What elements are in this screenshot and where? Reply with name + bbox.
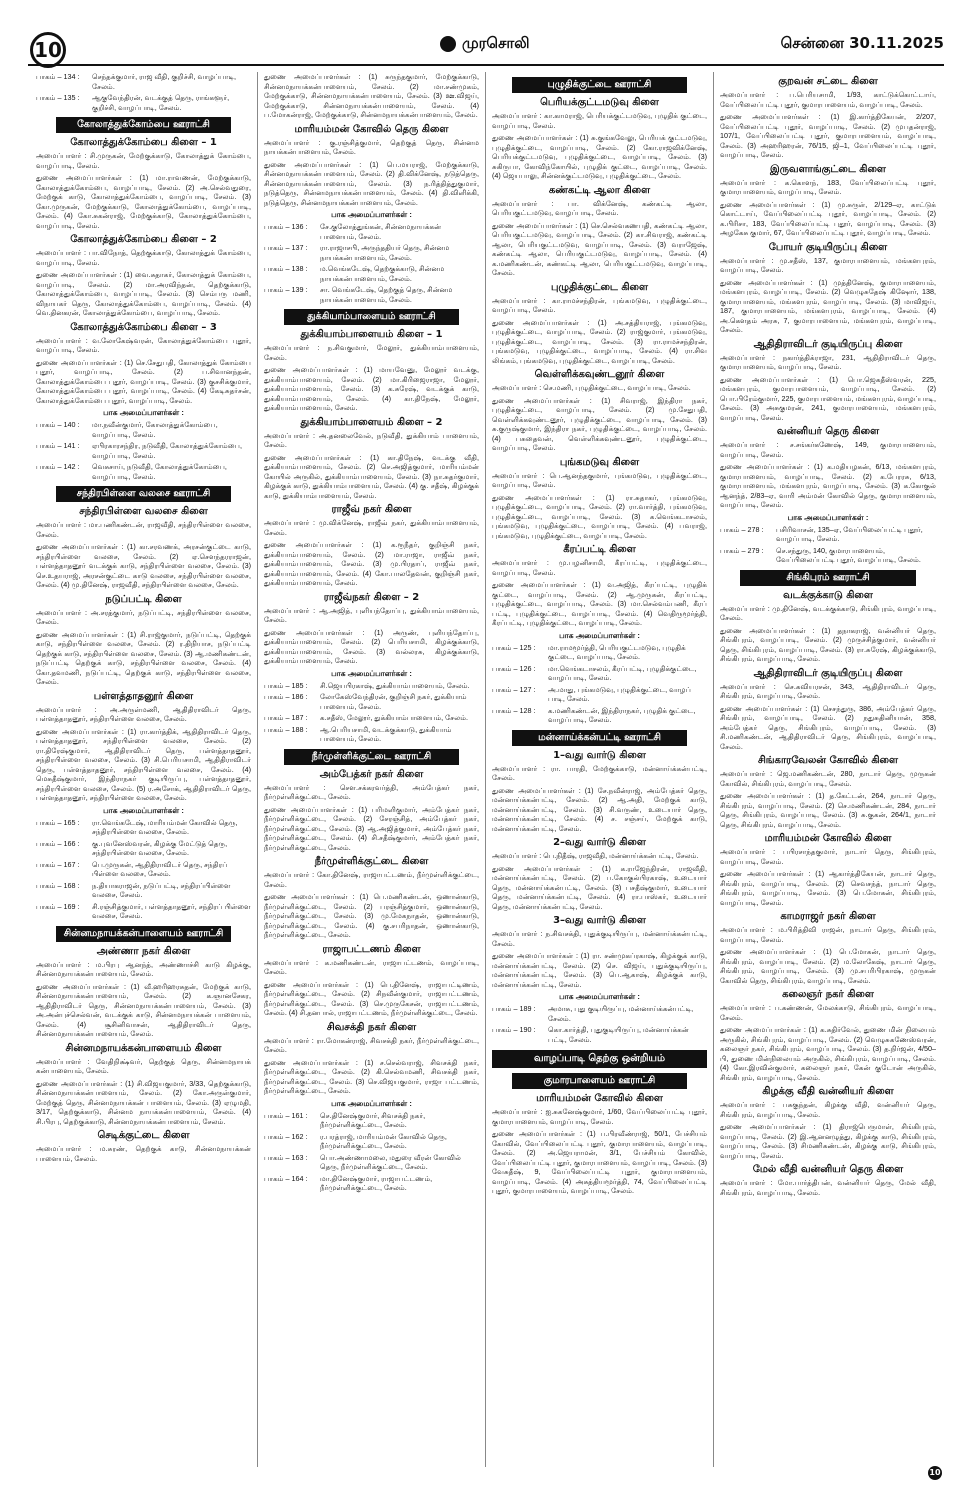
booth-text: செ.தினேஷ்குமார், சிவசக்தி நகர், நீர்முள்ளிக்குட்டை, சேலம்.	[320, 1110, 426, 1129]
booth-number: பாகம் – 139 :	[264, 285, 308, 294]
booth-row	[264, 243, 479, 262]
newspaper-name: முரசொலி	[462, 34, 530, 52]
booth-row	[264, 713, 479, 723]
branch-title: ராஜீவ் நகர் கிளை	[331, 504, 412, 515]
booth-text: கு.புவனேஸ்வரன், கிழக்கு மேட்டுத் தெரு, சந்திரபிள்ளை வலசை, சேலம்.	[92, 838, 228, 857]
branch-title: 2–வது வார்டு கிளை	[553, 837, 646, 848]
booth-row	[264, 725, 479, 744]
booth-row	[264, 692, 479, 711]
organizer-entry: அமைப்பாளர் : பெ.ஆனந்தகுமார், புங்கமடுவு, புழுதிக்குட்டை, வாழப்பாடி, சேலம்.	[492, 470, 707, 489]
organizer-entry: அமைப்பாளர் : ரா.மோகன்ராஜ், சிவசக்தி நகர், நீர்முள்ளிக்குட்டை, சேலம்.	[264, 1035, 479, 1054]
booth-row	[36, 818, 251, 837]
booth-text: அ.மாது, புங்கமடுவு, புழுதிக்குட்டை, வாழப் பாடி, சேலம்.	[548, 684, 691, 703]
booth-number: பாகம் – 163 :	[264, 1152, 308, 1162]
organizer-entry: அமைப்பாளர் : பெ.நிதீஷ், ராஜவீதி, மன்னாய்க்கன்பட்டி, சேலம்.	[492, 851, 699, 860]
booth-number: பாகம் – 161 :	[264, 1110, 308, 1120]
deputy-entry: துணை அமைப்பாளர்கள் : (1) அருண், புளியந்தோப்பு, துக்கியாம்பாளையம், சேலம். (2) பெரியசாமி, கிழக்குக்காடு, துக்கியாம்பாளையம், சேலம். (3) வல்லரசு, கிழக்குக்காடு, துக்கியாம்பாளையம், சேலம்.	[264, 627, 479, 665]
organizer-entry: அமைப்பாளர் : செ.மணி, புழுதிக்குட்டை, வாழப்பாடி, சேலம்.	[492, 383, 691, 392]
booth-number: பாகம் – 166 :	[36, 838, 80, 848]
deputy-entry: துணை அமைப்பாளர்கள் : (1) ஆகார்த்திகேயன், நாடார் தெரு, சிங்கிபுரம், வாழப்பாடி, சேலம். (2) செவசந்த், நாடார் தெரு, சிங்கிபுரம், வாழப்பாடி, சேலம். (3) பெ.மோகன், சிங்கிபுரம், வாழப்பாடி, சேலம்.	[720, 869, 936, 907]
organizer-entry: அமைப்பாளர் : க.கொளந், 183, வேப்பிலைப்பட்டி புதூர், குமாரபாளையம், வாழப்பாடி, சேலம்.	[720, 177, 936, 196]
deputy-entry: துணை அமைப்பாளர்கள் : (1) பெ.மோகன், நாடார் தெரு, சிங்கிபுரம், வாழப்பாடி, சேலம். (2) ம.லோகேஷ், நாடார் தெரு, சிங்கிபுரம், வாழப்பாடி, சேலம். (3) மு.சபரிபிரகாஷ், முருகன் கோவில் தெரு, சிங்கிபுரம், வாழப்பாடி, சேலம்.	[720, 947, 936, 985]
branch-title: நீர்முள்ளிக்குட்டை கிளை	[314, 856, 429, 867]
booth-text: சி.ஜெயபிரகாஷ், துக்கியாம்பாளையம், சேலம்.	[320, 680, 470, 690]
branch-title: அண்ணா நகர் கிளை	[96, 945, 191, 957]
booth-text: சி.ரஞ்சித்குமார், பள்ளத்தாதனூர், சந்திரப் பிள்ளை வலசை, சேலம்.	[92, 901, 251, 920]
branch-title: துக்கியாம்பாளையம் கிளை – 1	[300, 329, 443, 340]
column-4	[714, 72, 942, 1467]
branch-title: மாரியம்மன் கோவில் தெரு கிளை	[294, 123, 449, 135]
branch-title: வடக்குக்காடு கிளை	[783, 589, 873, 601]
deputy-entry: துணை அமைப்பாளர்கள் : (1) வை.சுதாகர், கோலாத்துக் கோம்பை, வாழப்பாடி, சேலம். (2) மா.அரவிந்தன், தெற்குக்காடு, கோலாத்துக்கோம்பை, வாழப்பாடி, சேலம். (3) செம்பரு மணி, விநாயகர் தெரு, கோலாத்துக்கோம்பை, வாழப்பாடி, சேலம். (4) வெ.தினகரன், கோலாத்துக்கோம்பை, வாழப்பாடி, சேலம்.	[36, 270, 251, 317]
organizer-entry: அமைப்பாளர் : செள.சக்கரவர்த்தி, அம்பேத்கர் நகர், நீர்முள்ளிக்குட்டை, சேலம்.	[264, 782, 479, 801]
branch-title: கோலாத்துக்கோம்பை கிளை – 1	[70, 137, 217, 148]
branch-title: வன்னியர் தெரு கிளை	[776, 426, 880, 437]
deputy-entry: துணை அமைப்பாளர்கள் : (1) த.கேட்டன், 264, நாடார் தெரு, சிங்கிபுரம், வாழப்பாடி, சேலம். (2) செ.மணிகண்டன், 284, நாடார் தெரு, சிங்கிபுரம், வாழப்பாடி, சேலம். (3) சு.குகன், 264/1, நாடார் தெரு, சிங்கிபுரம், வாழப்பாடி, சேலம்.	[720, 791, 936, 829]
booth-text: ர.பரத்ராஜ், மாரியம்மன் கோவில் தெரு, நீர்முள்ளிக்குட்டை, சேலம்.	[320, 1131, 447, 1150]
booth-row	[264, 1153, 479, 1172]
booth-text: லோகேஸ்வேந்திரன், குறிஞ்சி நகர், துக்கியாம் பாளையம், சேலம்.	[320, 692, 467, 711]
organizer-entry: அமைப்பாளர் : ச.சங்கர்கணேஷ், 149, குமாரபாளையம், வாழப்பாடி, சேலம்.	[720, 440, 936, 459]
booth-text: ந.தியாகராஜன், நடுப்பட்டி, சந்திரப்பிள்ளை வலசை, சேலம்.	[92, 880, 231, 899]
booth-number: பாகம் – 278 :	[720, 524, 764, 534]
organizer-entry: அமைப்பாளர் : செ.கவியரசன், 343, ஆதிதிராவிடர் தெரு, சிங்கிபுரம், வாழப்பாடி, சேலம்.	[720, 681, 936, 700]
organizer-entry: அமைப்பாளர் : சி.முருகன், மேற்குக்காடு, கோலாத்துக் கோம்பை, வாழப்பாடி, சேலம்.	[36, 151, 251, 170]
deputy-entry: துணை அமைப்பாளர்கள் : (1) சி.ராஜ்குமார், நடுப்பட்டி, தெற்குக் காடு, சந்திரபிள்ளை வலசை, சேலம். (2) ர.திநியாச, நடுப்பட்டி தெற்குக் காடு, சந்திரபிள்ளை வலசை, சேலம். (3) ஆ.மணிகண்டன், நடுப்பட்டி தெற்குக் காடு, சந்திரபிள்ளை வலசை, சேலம். (4) கோ.தவமணி, நடுப்பட்டி, தெற்குக் காடு, சந்திரபிள்ளை வலசை, சேலம்.	[36, 629, 251, 686]
organizer-entry: அமைப்பாளர் : நகார்த்திக்ராஜா, 231, ஆதிதிராவிடர் தெரு, குமாரபாளையம், வாழப்பாடி, சேலம்.	[720, 352, 936, 371]
column-1	[30, 72, 258, 1467]
city-date: சென்னை 30.11.2025	[780, 34, 944, 52]
booth-row	[720, 546, 936, 565]
panchayat-heading: கோலாத்துக்கோம்பை ஊராட்சி	[56, 117, 232, 133]
branch-title: கிழக்கு வீதி வன்னியர் கிளை	[762, 1086, 894, 1097]
organizer-entry: அமைப்பாளர் : ம.சுரண், தெற்குக் காடு, சின்னமநாயக்கன் பாளையம், சேலம்.	[36, 1144, 251, 1163]
deputy-entry: துணை அமைப்பாளர்கள் : (1) வீ.ஹரிஹரசுதன், மேற்குக் காடு, சின்னமநாயக்கன்பாளையம், சேலம். (2) க.ஞானசேகர, ஆதிதிராவிடர் தெரு, சின்னமநாயக்கன்பாளையம், சேலம். (3) அ.அன்புச்செல்வன், வடக்குக் காடு, சின்னமநாயக்கன் பாளையம், சேலம். (4) சூசினிவாசன், ஆதிதிராவிடர் தெரு, சின்னமநாயக்கன்பாளையம், சேலம்.	[36, 981, 251, 1038]
booth-row	[264, 222, 479, 241]
booth-number: பாகம் – 127 :	[492, 684, 536, 694]
union-heading: வாழப்பாடி தெற்கு ஒன்றியம்	[492, 1050, 707, 1068]
booth-heading: பாக அமைப்பாளர்கள் :	[559, 992, 640, 1001]
organizer-entry: அமைப்பாளர் : ம.பிரித்திவி ராஜன், நாடார் தெரு, சிங்கிபுரம், வாழப்பாடி, சேலம்.	[720, 925, 936, 944]
branch-title: 1–வது வார்டு கிளை	[553, 749, 646, 761]
booth-row	[36, 93, 251, 112]
panchayat-heading: மன்னாய்க்கன்பட்டி ஊராட்சி	[512, 730, 688, 746]
booth-text: அமாசு, புது குடியிருப்பு, மன்னாய்க்கன்பட்டி, சேலம்.	[548, 1004, 694, 1023]
booth-text: ரா.வெங்கடேஷ், மாரியம்மன் கோவில் தெரு, சந்திரபிள்ளை வலசை, சேலம்.	[92, 817, 238, 836]
branch-title: கண்கட்டி ஆலா கிளை	[548, 184, 651, 196]
deputy-entry: துணை அமைப்பாளர்கள் : (1) கா.சரவணக், அரசன்குட்டை காடு, சந்திரபிள்ளை வலசை, சேலம். (2) ஏ.சௌந்தரராஜன், பள்ளத்தாதனூர் வடக்குக் காடு, சந்திரபிள்ளை வலசை, சேலம். (3) செ.உதயராஜ், அரசன்குட்டை காடு வலசை, சந்திரபிள்ளை வலசை, சேலம். (4) மு.தினேஷ், ராஜவீதி, சந்திரபிள்ளை வலசை, சேலம்.	[36, 542, 251, 589]
deputy-entry: துணை அமைப்பாளர்கள் : (1) சி.விஜயகுமார், 3/33, தெற்குக்காடு, சின்னமநாயக்கன்பாளையம், சேலம். (2) கோ.அருள்குமார், மேற்குத் தெரு, சின்னமநாயக்கன் பாளையம், சேலம். (3) ஏழுமதி, 3/17, தெற்குக்காடு, சின்னம நாயக்கன்பாளையம், சேலம். (4) சி.பிரபு, தெற்குக்காடு, சின்னமநாயக்கன்பாளையம், சேலம்.	[36, 1078, 251, 1126]
article-columns	[30, 72, 942, 1467]
booth-row	[264, 1132, 479, 1151]
booth-text: செந்தக்குமார், ராஜ வீதி, குறிச்சி, வாழப்பாடி, சேலம்.	[92, 72, 237, 91]
deputy-entry: துணை அமைப்பாளர்கள் : (1) செ.செல்வகணபதி, கண்கட்டி ஆலா, பெரியகுட்டமடுவு, வாழப்பாடி, சேலம். (2) கா.சிவராஜ், கண்கட்டி ஆலா, பெரியகுட்டமடுவு, வாழப்பாடி, சேலம். (3) வராஜேஷ், கண்கட்டி ஆலா, பெரியகுட்டமடுவு, வாழப்பாடி, சேலம். (4) க.மணிகண்டன், கண்கட்டி ஆலா, பெரியகுட்டமடுவு, வாழப்பாடி, சேலம்.	[492, 220, 707, 277]
branch-title: மாரியம்மன் கோவில் கிளை	[764, 833, 892, 844]
deputy-entry: துணை அமைப்பாளர்கள் : (1) சு.குங்கவேலு, பெரியக் குட்டமடுவு, புழுதிக்குட்டை, வாழப்பாடி, சேலம். (2) கோ.ராஜவிக்னேஷ், பெரியக்குட்டமடுவு, புழுதிக்குட்டை, வாழப்பாடி, சேலம். (3) சுகிருபா, கோவிந்கோயில், புழுதிக் குட்டை, வாழப்பாடி, சேலம். (4) ஜெயபாலு, சின்னக்குட்டமடுவு, புழுதிக்குட்டை, சேலம்.	[492, 133, 707, 180]
branch-title: ஆதிதிராவிடர் குடியிருப்பு கிளை	[753, 667, 903, 679]
booth-row	[264, 1174, 479, 1193]
organizer-entry: அமைப்பாளர் : ஜெ.மணிகண்டன், 280, நாடார் தெரு, முருகன் கோவில், சிங்கிபுரம், வாழப்பாடி, சேலம்.	[720, 769, 936, 788]
booth-heading: பாக அமைப்பாளர்கள் :	[331, 1098, 412, 1108]
branch-title: போயர் குடியிருப்பு கிளை	[768, 241, 888, 253]
branch-title: கோலாத்துக்கோம்பை கிளை – 2	[70, 234, 217, 245]
booth-number: பாகம் – 138 :	[264, 264, 308, 273]
page-number-badge: 10	[30, 32, 66, 68]
booth-number: பாகம் – 185 :	[264, 680, 308, 690]
booth-text: கொ.கார்த்தி, புதுகுடியிருப்பு, மன்னாய்க்கன் பட்டி, சேலம்.	[548, 1025, 689, 1044]
booth-row	[36, 72, 251, 91]
deputy-entry: துணை அமைப்பாளர்கள் : (1) சே.நவீன்ராஜ், அம்பேத்கர் தெரு, மன்னாய்க்கன்பட்டி, சேலம். (2) ஆ.அதி, மேற்குக் காடு, மன்னாய்க்கன்பட்டி, சேலம். (3) சி.வருண், உடையார் தெரு, மன்னாய்க்கன்பட்டி, சேலம். (4) ச. சஞ்சய், மேற்குக் காடு, மன்னாய்க்கன்பட்டி, சேலம்.	[492, 785, 707, 833]
branch-title: சிங்காரவேலன் கோவில் கிளை	[757, 755, 899, 766]
booth-number: பாகம் – 136 :	[264, 222, 308, 231]
booth-text: மா.நவீன்குமார், கோலாத்துக்கோம்பை, வாழப்பாடி, சேலம்.	[92, 420, 218, 439]
organizer-entry: அமைப்பாளர் : அ.அருள்மணி, ஆதிதிராவிடர் தெரு, பள்ளத்தாதனூர், சந்திரபிள்ளை வலசை, சேலம்.	[36, 704, 251, 723]
deputy-entry: துணை அமைப்பாளர்கள் : (1) தநாகராஜ், வன்னியர் தெரு, சிங்கிபுரம், வாழப்பாடி, சேலம். (2) முருச்சித்குமார், வன்னியர் தெரு, சிங்கிபுரம், வாழப்பாடி, சேலம். (3) ரா.சுரேஷ், கிழக்குக்காடு, சிங்கிபுரம், வாழப்பாடி, சேலம்.	[720, 625, 936, 663]
booth-text: க.மணிகண்டன், இந்திராநகர், புழுதிக் குட்டை, வாழப்பாடி, சேலம்.	[548, 705, 696, 724]
organizer-entry: அமைப்பாளர் : மு.தினேஷ், வடக்குக்காடு, சிங்கிபுரம், வாழப்பாடி, சேலம்.	[720, 603, 936, 622]
deputy-entry: துணை அமைப்பாளர்கள் : (1) பொ.ஜெகதீஸ்வரன், 225, மங்களபுரம், குமாரபாளையம், வாழப்பாடி, சேலம். (2) பொ.பிரேம்குமார், 225, குமாரபாளையம், மங்களபுரம், வாழப்பாடி, சேலம். (3) அசுகுமரன், 241, குமாரபாளையம், மங்களபுரம், வாழப்பாடி, சேலம்.	[720, 374, 936, 422]
booth-text: ஏபிரகாரசந்திர, நடுவீதி, கோலாத்துக்கோம்பை, வாழப்பாடி, சேலம்.	[92, 441, 242, 460]
booth-text: பெ.முருகன், ஆதிதிராவிடர் தெரு, சந்திரப் பிள்ளை வலசை, சேலம்.	[92, 859, 228, 878]
booth-row	[492, 706, 707, 725]
booth-text: செ.சந்துரு, 140, குமாரபாளையம், வேப்பிலைப்பட்டி புதூர், வாழப்பாடி, சேலம்.	[776, 545, 921, 564]
deputy-entry: துணை அமைப்பாளர்கள் : (1) க.சுதிர்வேல், துணை மின் நிலையம் அருகில், சிங்கிபுரம், வாழப்பாடி, சேலம். (2) வெழுசுகணேஸ்வரன், கலைஞர் நகர், சிங்கிபுரம், வாழப்பாடி, சேலம். (3) த.நிர்ஜன், 4/50–பி, துணை மின்நிலையம் அருகில், சிங்கிபுரம், வாழப்பாடி, சேலம். (4) கோ.இரவின்குமார், கலைஞர் நகர், கேன் குடோன் அருகில், சிங்கிபுரம், வாழப்பாடி, சேலம்.	[720, 1025, 936, 1082]
deputy-entry: துணை அமைப்பாளர்கள் : (1) அ.சத்தியராஜ், புங்கமடுவு, புழுதிக்குட்டை, வாழப்பாடி, சேலம். (2) ராஜ்குமார், புங்கமடுவு, புழுதிக்குட்டை, வாழப்பாடி, சேலம். (3) ரா.ராமச்சந்திரன், புங்கமடுவு, புழுதிக்குட்டை, வாழப்பாடி, சேலம். (4) ரா.சிவ லிங்கம், புங்கமடுவு, புழுதிக்குட்டை, வாழப்பாடி, சேலம்.	[492, 317, 707, 365]
deputy-entry: துணை அமைப்பாளர்கள் : (1) ரா. சண்முகப்ரகாஷ், கிழக்குக் காடு, மன்னாய்க்கன்பட்டி, சேலம். (2) செ. விஜய், புதுக்குடியிருப்பு, மன்னாய்க்கன்பட்டி, சேலம். (3) பெ.ஆகாஷ், கிழக்குக் காடு, மன்னாய்க்கன்பட்டி, சேலம்.	[492, 951, 707, 989]
booth-number: பாகம் – 141 :	[36, 441, 80, 450]
organizer-entry: அமைப்பாளர் : கா.காமராஜ், பெரியக்குட்டமடுவு, புழுதிக் குட்டை, வாழப்பாடி, சேலம்.	[492, 111, 707, 130]
organizer-entry: அமைப்பாளர் : கா.ராமச்சந்திரன், புங்கமடுவு, புழுதிக்குட்டை, வாழப்பாடி, சேலம்.	[492, 295, 707, 314]
panchayat-heading: குமாரபாளையம் ஊராட்சி	[512, 1073, 688, 1089]
organizer-entry: அமைப்பாளர் : மா.பணிகண்டன், ராஜவீதி, சந்திரபிள்ளை வலசை, சேலம்.	[36, 520, 251, 539]
organizer-entry: அமைப்பாளர் : மு.விக்னேஷ், ராஜீவ் நகர், துக்கியாம்பாளையம், சேலம்.	[264, 518, 479, 537]
organizer-entry: அமைப்பாளர் : வேதிநிக்ஷ்வர், தெற்குத் தெரு, சின்னமநாயக் கன்பாளையம், சேலம்.	[36, 1056, 251, 1075]
column-2	[258, 72, 486, 1467]
booth-number: பாகம் – 165 :	[36, 817, 80, 827]
booth-number: பாகம் – 186 :	[264, 692, 308, 701]
booth-row	[492, 1025, 707, 1044]
column-3	[486, 72, 714, 1467]
panchayat-heading: புழுதிக்குட்டை ஊராட்சி	[512, 77, 688, 93]
booth-row	[36, 881, 251, 900]
deputy-entry: துணை அமைப்பாளர்கள் : (1) சுருந்தகுமார், மேற்குக்காடு, சின்னமநாயக்கன்பாளையம், சேலம். (2) மா.சண்முகம், மேற்குக்காடு, சின்னமநாயக்கன்பாளையம், சேலம். (3) ஊ.விஜய், மேற்குக்காடு, சின்னமநாயக்கன்பாளையம், சேலம். (4) ப.மோகன்ராஜ், மேற்குக்காடு, சின்னமநாயக்கன்பாளையம், சேலம்.	[264, 72, 479, 119]
booth-number: பாகம் – 128 :	[492, 705, 536, 715]
organizer-entry: அமைப்பாளர் : ப.பெரியசாமி, 1/93, காட்டுக்கொட்டாய், வேப்பிலைப்பட்டி புதூர், குமாரபாளையம், வாழப்பாடி, சேலம்.	[720, 90, 936, 109]
branch-title: துக்கியாம்பாளையம் கிளை – 2	[300, 416, 443, 428]
booth-row	[264, 1111, 479, 1130]
booth-text: ரா.ராஜாசபி, அருந்ததியர் தெரு, சின்னம நாயக்கன்பாளையம், சேலம்.	[320, 243, 450, 262]
panchayat-heading: சின்னமநாயக்கன்பாளையம் ஊராட்சி	[56, 926, 232, 942]
booth-text: சா. வெங்கடேஷ், தெற்குத் தெரு, சின்னம நாயக்கன்பாளையம், சேலம்.	[320, 285, 453, 304]
branch-title: ராஜீவ்நகர் கிளை – 2	[323, 591, 420, 603]
booth-text: மா.ராமமூர்த்தி, பெரியகுட்டமடுவு, புழுதிக் குட்டை, வாழப்பாடி, சேலம்.	[548, 642, 686, 661]
deputy-entry: துணை அமைப்பாளர்கள் : (1) மு.சுருள், 2/129–ஏ, காட்டுக் கொட்டாய், வேப்பிலைப்பட்டி புதூர், வாழப்பாடி, சேலம். (2) க.பிரிசா, 183, வேப்பிலைப்பட்டி புதூர், வாழப்பாடி, சேலம். (3) அழகேசு குமார், 67, வேப்பிலைப்பட்டி புதூர், வாழப்பாடி, சேலம்.	[720, 199, 936, 237]
branch-title: கீரப்பட்டி கிளை	[563, 544, 636, 555]
booth-row	[720, 525, 936, 544]
branch-title: சிவசக்தி நகர் கிளை	[326, 1021, 417, 1033]
booth-heading: பாக அமைப்பாளர்கள் :	[103, 805, 184, 815]
branch-title: 3–வது வார்டு கிளை	[553, 915, 646, 926]
branch-title: இருவளாங்குட்டை கிளை	[770, 163, 886, 175]
organizer-entry: அமைப்பாளர் : ஆ.அஜித், புளியந்தோப்பு, துக்கியாம்பாளையம், சேலம்.	[264, 605, 479, 624]
organizer-entry: அமைப்பாளர் : கோ.தினேஷ், ராஜாபட்டணம், நீர்முள்ளிக்குட்டை, சேலம்.	[264, 870, 479, 889]
booth-row	[492, 1004, 707, 1023]
organizer-entry: அமைப்பாளர் : ம.பிரபு ஆனந்த், அண்ணாச்சி காடு கிழக்கு, சின்னமநாயக்கன்பாளையம், சேலம்.	[36, 959, 251, 978]
organizer-entry: அமைப்பாளர் : க.மணிகண்டன், ராஜாபட்டணம், வாழப்பாடி, சேலம்.	[264, 957, 479, 976]
booth-text: ஆ.பெரியசாமி, வடக்குக்காடு, துக்கியாம் பாளையம், சேலம்.	[320, 724, 452, 743]
newspaper-masthead	[440, 34, 530, 54]
booth-number: பாகம் – 190 :	[492, 1025, 536, 1034]
booth-heading: பாக அமைப்பாளர்கள் :	[331, 668, 412, 678]
booth-heading: பாக அமைப்பாளர்கள் :	[331, 210, 412, 219]
booth-number: பாகம் – 169 :	[36, 901, 80, 911]
header-divider	[28, 64, 944, 66]
booth-number: பாகம் – 140 :	[36, 420, 80, 429]
booth-number: பாகம் – 134 :	[36, 72, 80, 81]
booth-text: ஆகுவேந்திரன், வடக்குத் தெரு, ராங்களூர், குறிச்சி, வாழப்பாடி, சேலம்.	[92, 93, 230, 112]
branch-title: கோலாத்துக்கோம்பை கிளை – 3	[70, 321, 217, 333]
deputy-entry: துணை அமைப்பாளர்கள் : (1) க.ரூநீதர், குறிஞ்சி நகர், துக்கியாம்பாளையம், சேலம். (2) மா.ராஜா, ராஜீவ் நகர், துக்கியாம்பாளையம், சேலம். (3) மு.பிரதாப், ராஜீவ் நகர், துக்கியாம்பாளையம், சேலம். (4) கோ.பாலதேவன், குறிஞ்சி நகர், துக்கியாம்பாளையம், சேலம்.	[264, 540, 479, 587]
organizer-entry: அமைப்பாளர் : மோ.பார்த்திபன், வன்னியர் தெரு, மேல் வீதி, சிங்கிபுரம், வாழப்பாடி, சேலம்.	[720, 1178, 936, 1197]
deputy-entry: துணை அமைப்பாளர்கள் : (1) வ.அஜித், கீரப்பட்டி, புழுதிக் குட்டை, வாழப்பாடி, சேலம். (2) ஆ.முருகன், கீரப்பட்டி, புழுதிக்குட்டை, வாழப்பாடி, சேலம். (3) மா.செல்வம்பணி, கீரப் பட்டி, புழுதிக்குட்டை, வாழப்பாடி, சேலம். (4) வெதிருமூர்த்தி, கீரப்பட்டி, புழுதிக்குட்டை, வாழப்பாடி, சேலம்.	[492, 580, 707, 627]
deputy-entry: துணை அமைப்பாளர்கள் : (1) திராஜ்பெருமாள், சிங்கிபுரம், வாழப்பாடி, சேலம். (2) இ.ஆனனழுத்து, கிழக்கு காடு, சிங்கிபுரம், வாழப்பாடி, சேலம். (3) சிமணிகண்டன், கிழக்கு காடு, சிங்கிபுரம், வாழப்பாடி, சேலம்.	[720, 1122, 936, 1160]
booth-text: மா.வெங்கடாசலம், கீரப்பட்டி, புழுதிக்குட்டை, வாழப்பாடி, சேலம்.	[548, 663, 697, 682]
booth-number: பாகம் – 162 :	[264, 1131, 308, 1141]
booth-number: பாகம் – 135 :	[36, 93, 80, 102]
organizer-entry: அமைப்பாளர் : பா.விநோத், தெற்குக்காடு, கோலாத்துக் கோம்பை, வாழப்பாடி, சேலம்.	[36, 248, 251, 267]
branch-title: கலைஞர் நகர் கிளை	[782, 989, 874, 1000]
branch-title: புழுதிக்குட்டை கிளை	[550, 281, 649, 293]
panchayat-heading: நீர்முள்ளிக்குட்டை ஊராட்சி	[284, 749, 460, 765]
booth-number: பாகம் – 137 :	[264, 243, 308, 252]
booth-row	[492, 664, 707, 683]
booth-row	[36, 441, 251, 460]
booth-number: பாகம் – 189 :	[492, 1004, 536, 1013]
organizer-entry: அமைப்பாளர் : மு.சதீஸ், 137, குமாரபாளையம், மங்களபுரம், வாழப்பாடி, சேலம்.	[720, 255, 936, 274]
booth-number: பாகம் – 279 :	[720, 545, 764, 555]
deputy-entry: துணை அமைப்பாளர்கள் : (1) ச.செல்வராஜ், சிவசக்தி நகர், நீர்முள்ளிக்குட்டை, சேலம். (2) கி.செல்வமணி, சிவசக்தி நகர், நீர்முள்ளிக்குட்டை, சேலம். (3) செ.விஜயகுமார், ராஜா பட்டணம், நீர்முள்ளிக்குட்டை, சேலம்.	[264, 1057, 479, 1095]
branch-title: மாரியம்மன் கோவில் கிளை	[536, 1093, 663, 1104]
deputy-entry: துணை அமைப்பாளர்கள் : (1) ரா.சுதாகர், புங்கமடுவு, புழுதிக்குட்டை, வாழப்பாடி, சேலம். (2) ரா.வார்த்தி, புங்கமடுவு, புழுதிக்குட்டை, வாழப்பாடி, சேலம். (3) க.வெங்கடாசலம், புங்கமடுவு, புழுதிக்குட்டை, வாழப்பாடி, சேலம். (4) பவராஜ், புங்கமடுவு, புழுதிக்குட்டை, வாழப்பாடி, சேலம்.	[492, 492, 707, 540]
deputy-entry: துணை அமைப்பாளர்கள் : (1) பெ.தினேஷ், ராஜாபட்டிணம், நீர்முள்ளிக்குட்டை, சேலம். (2) சிநவீன்குமார், ராஜாபட்டணம், நீர்முள்ளிக்குட்டை, சேலம். (3) செ.முருகேசன், ராஜாபட்டணம், சேலம். (4) சி.தனபால், ராஜாபட்டணம், நீர்முள்ளிக்குட்டை, சேலம்.	[264, 979, 479, 1017]
booth-text: மா.தினேஷ்குமார், ராஜாபட்டணம், நீர்முள்ளிக்குட்டை, சேலம்.	[320, 1173, 433, 1192]
branch-title: செடிக்குட்டை கிளை	[97, 1130, 190, 1141]
booth-row	[36, 902, 251, 921]
booth-text: பொ.அண்ணாமலை, மதுரை வீரன் கோவில் தெரு, நீர்முள்ளிக்குட்டை, சேலம்.	[320, 1152, 461, 1171]
booth-row	[492, 685, 707, 704]
panchayat-heading: சந்திரபிள்ளை வலசை ஊராட்சி	[56, 486, 232, 502]
branch-title: காமராஜர் நகர் கிளை	[780, 911, 876, 922]
booth-text: பசிரிவாசன், 135–ஏ, வேப்பிலைப்பட்டி புதூர், வாழப்பாடி, சேலம்.	[776, 524, 923, 543]
panchayat-heading: சிங்கிபுரம் ஊராட்சி	[740, 570, 916, 586]
branch-title: வெள்ளிக்கவுண்டனூர் கிளை	[534, 369, 665, 380]
booth-text: க.சதீஸ், மேலூர், துக்கியாம்பாளையம், சேலம்.	[320, 713, 468, 722]
logo-icon	[440, 36, 456, 52]
deputy-entry: துணை அமைப்பாளர்கள் : (1) க.ராஜேந்திரன், ராஜவீதி, மன்னாய்க்கன்பட்டி, சேலம். (2) ப.கோகுல்பிரகாஷ், உடையார் தெரு, மன்னாய்க்கன்பட்டி, சேலம். (3) பசதீஷ்குமார், உடையார் தெரு, மன்னாய்க்கன்பட்டி, சேலம். (4) ரா.பாஸ்கர், உடையார் தெரு, மன்னாய்க்கன்பட்டி, சேலம்.	[492, 863, 707, 911]
organizer-entry: அமைப்பாளர் : பா. விக்னேஷ், கண்கட்டி ஆலா, பெரியகுட்டமடுவு, வாழப்பாடி, சேலம்.	[492, 198, 707, 217]
branch-title: ராஜாபட்டணம் கிளை	[322, 943, 421, 955]
booth-heading: பாக அமைப்பாளர்கள் :	[103, 408, 184, 417]
branch-title: பெரியக்குட்டமடுவு கிளை	[540, 97, 659, 108]
booth-row	[36, 462, 251, 481]
booth-number: பாகம் – 187 :	[264, 713, 308, 722]
deputy-entry: துணை அமைப்பாளர்கள் : (1) இ.கார்த்திகேயன், 2/207, வேப்பிலைப்பட்டி புதூர், வாழப்பாடி, சேலம். (2) முபதன்ராஜ், 107/1, வேப்பிலைப்பட்டி புதூர், குமாரபாளையம், வாழப்பாடி, சேலம். (3) அஹரிஹரன், 76/15, ஜி–1, வேப்பிலைப்பட்டி புதூர், வாழப்பாடி, சேலம்.	[720, 112, 936, 159]
booth-text: ம.வெங்கடேஷ், தெற்குக்காடு, சின்னம நாயக்கன்பாளையம், சேலம்.	[320, 264, 445, 283]
branch-title: பள்ளத்தாதனூர் கிளை	[93, 690, 194, 702]
deputy-entry: துணை அமைப்பாளர்கள் : (1) கா.திநேஷ், வடக்கு வீதி, துக்கியாம்பாளையம், சேலம். (2) செ.அஜித்குமார், மாரியம்மன் கோயில் அருகில், துக்கியாம்பாளையம், சேலம். (3) நா.சுதர்குமார், கிழக்குக் காடு, துக்கியாம்பாளையம், சேலம். (4) கு. சதீஷ், கிழக்குக் காடு, துக்கியாம்பாளையம், சேலம்.	[264, 452, 479, 500]
deputy-entry: துணை அமைப்பாளர்கள் : (1) செ.சேதுபதி, கோலாத்துக் கோம்பை புதூர், வாழப்பாடி, சேலம். (2) ப.சிவானந்தன், கோலாத்துக்கோம்பை புதூர், வாழப்பாடி, சேலம். (3) குசசிக்குமார், கோலாத்துக்கோம்பை புதூர், வாழப்பாடி, சேலம். (4) கேடிசுதர்சன், கோலாத்துக்கோம்பை புதூர், வாழப்பாடி, சேலம்.	[36, 357, 251, 405]
organizer-entry: அமைப்பாளர் : அ.தனலைவேல், நடுவீதி, துக்கியாம் பாளையம், சேலம்.	[264, 430, 479, 449]
booth-text: வெசுசாய், நடுவீதி, கோலாத்துக்கோம்பை, வாழப்பாடி, சேலம்.	[92, 462, 227, 481]
deputy-entry: துணை அமைப்பாளர்கள் : (1) சிவராஜ், இந்திரா நகர், புழுதிக்குட்டை, வாழப்பாடி, சேலம். (2) மு.சேதுபதி, வெள்ளிக்கவுண்டனூர், புழுதிக்குட்டை, வாழப்பாடி, சேலம். (3) சு.குருஷ்குமார், இந்திரா நகர், புழுதிக்குட்டை, வாழப்பாடி, சேலம். (4) பசுதைவன், வெள்ளிக்கவுண்டனூர், புழுதிக்குட்டை, வாழப்பாடி, சேலம்.	[492, 395, 707, 452]
booth-row	[36, 839, 251, 858]
organizer-entry: அமைப்பாளர் : ஐ.சுகனேஷ்குமார், 1/60, வேப்பிலைப்பட்டி புதூர், குமாரபாளையம், வாழப்பாடி, சேலம்.	[492, 1107, 707, 1126]
deputy-entry: துணை அமைப்பாளர்கள் : (1) மாயவேனு, மேலூர் வடக்கு, துக்கியாம்பாளையம், சேலம். (2) மா.கிரிஜைராஜா, மேலூர், துக்கியாம்பாளையம், சேலம். (3) க.சுரேஷ், வடக்குக் காடு, துக்கியாம்பாளையம், சேலம். (4) கா.திநேஷ், மேலூர், துக்கியாம்பாளையம், சேலம்.	[264, 365, 479, 412]
branch-title: சின்னமநாயக்கன்பாளையம் கிளை	[65, 1042, 222, 1054]
organizer-entry: அமைப்பாளர் : ப.கண்ணன், மேலக்காடு, சிங்கிபுரம், வாழப்பாடி, சேலம்.	[720, 1003, 936, 1022]
booth-number: பாகம் – 126 :	[492, 663, 536, 673]
deputy-entry: துணை அமைப்பாளர்கள் : (1) பெ.மயராஜ், மேற்குக்காடு, சின்னமநாயக்கன்பாளையம், சேலம். (2) தி.விக்னேஷ், நடுத்தெரு, சின்னமநாயக்கன்பாளையம், சேலம். (3) ந.ரித்தித்துகுமார், நடுத்தெரு, சின்னமநாயக்கன்பாளையம், சேலம். (4) தி.விளிக்கி, நடுத்தெரு, சின்னமநாயக்கன்பாளையம், சேலம்.	[264, 159, 479, 207]
page-header	[0, 0, 972, 62]
deputy-entry: துணை அமைப்பாளர்கள் : (1) ரா.கார்த்திக், ஆதிதிராவிடர் தெரு, பள்ளத்தாதனூர், சந்திரபிள்ளை வலசை, சேலம். (2) ரா.திரேஷ்குமார், ஆதிதிராவிடர் தெரு, பள்ளத்தாதனூர், சந்திரபிள்ளை வலசை, சேலம். (3) சி.பெரியசாமி, ஆதிதிராவிடர் தெரு, பள்ளத்தாதனூர், சந்திரபிள்ளை வலசை, சேலம். (4) மெசுதீஷ்குமார், இந்திராநகர் குடியிருப்பு, பள்ளத்தாதனூர், சந்திரபிள்ளை வலசை, சேலம். (5) ர.அசோக், ஆதிதிராவிடர் தெரு, பள்ளத்தாதனூர், சந்திரபிள்ளை வலசை, சேலம்.	[36, 726, 251, 802]
booth-number: பாகம் – 125 :	[492, 642, 536, 652]
booth-text: சே.குலோத்துங்கன், சின்னமநாயக்கன் பாளையம், சேலம்.	[320, 222, 442, 241]
deputy-entry: துணை அமைப்பாளர்கள் : (1) ப.பிரவீண்ராஜ், 50/1, பேச்சியம் கோவில், வேப்பிலைப்பட்டி புதூர், குமாரபாளையம், வாழப்பாடி, சேலம். (2) அ.ஜெயராமன், 3/1, பேச்சியம் கோவில், வேப்பிலைப்பட்டி புதூர், குமாரபாளையம், வாழப்பாடி, சேலம். (3) வேசுதீஷ், 9, வேப்பிலைப்பட்டி புதூர், குமாரபாளையம், வாழப்பாடி, சேலம். (4) அசுத்தியமூர்த்தி, 74, வேப்பிலைப்பட்டி புதூர், குமாரபாளையம், வாழப்பாடி, சேலம்.	[492, 1129, 707, 1195]
deputy-entry: துணை அமைப்பாளர்கள் : (1) முத்தினேஷ், குமாரபாளையம், மங்களபுரம், வாழப்பாடி, சேலம். (2) வெழுசுதேஷ் கிஷோர், 138, குமாரபாளையம், மங்களபுரம், வாழப்பாடி, சேலம். (3) மாவிஜய், 187, குமாரபாளையம், மங்களபுரம், வாழப்பாடி, சேலம். (4) அ.கௌதம் அரசு, 7, குமாரபாளையம், மங்களபுரம், வாழப்பாடி, சேலம்.	[720, 277, 936, 334]
organizer-entry: அமைப்பாளர் : ந.சிவகுமார், மேலூர், துக்கியாம்பாளையம், சேலம்.	[264, 343, 479, 362]
deputy-entry: துணை அமைப்பாளர்கள் : (1) செசந்துரு, 386, அம்பேத்கர் தெரு, சிங்கிபுரம், வாழப்பாடி, சேலம். (2) நதுசுதினியான், 358, அம்பேத்கர் தெரு, சிங்கிபுரம், வாழப்பாடி, சேலம். (3) சி.மணிகண்டன், ஆதிதிராவிடர் தெரு, சிங்கிபுரம், வாழப்பாடி, சேலம்.	[720, 703, 936, 751]
deputy-entry: துணை அமைப்பாளர்கள் : (1) க.மதியழகன், 6/13, மங்களபுரம், குமாரபாளையம், வாழப்பாடி, சேலம். (2) க.பேரரசு, 6/13, குமாரபாளையம், மங்களபுரம், வாழப்பாடி, சேலம். (3) க.கோகுல் ஆனந்த், 2/83–ஏ, வாரி அம்மன் கோவில் தெரு, குமாரபாளையம், வாழப்பாடி, சேலம்.	[720, 462, 936, 509]
organizer-entry: அமைப்பாளர் : ரா. பாரதி, மேற்குக்காடு, மன்னாய்க்கன்பட்டி, சேலம்.	[492, 763, 707, 782]
organizer-entry: அமைப்பாளர் : மு.பழனிசாமி, கீரப்பட்டி, புழுதிக்குட்டை, வாழப்பாடி, சேலம்.	[492, 558, 707, 577]
deputy-entry: துணை அமைப்பாளர்கள் : (1) பெ.மணிகண்டன், ஒணான்காடு, நீர்முள்ளிக்குட்டை, சேலம். (2) பரஞ்சித்குமார், ஒணான்காடு, நீர்முள்ளிக்குட்டை, சேலம். (3) மு.மேகநாதன், ஒணான்காடு, நீர்முள்ளிக்குட்டை, சேலம். (4) கு.சபரிநாதன், ஒணான்காடு, நீர்முள்ளிக்குட்டை, சேலம்.	[264, 892, 479, 939]
booth-number: பாகம் – 188 :	[264, 724, 308, 734]
organizer-entry: அமைப்பாளர் : வ.லோகேஷ்வரன், கோலாத்துக்கோம்பை புதூர், வாழப்பாடி, சேலம்.	[36, 335, 251, 354]
booth-number: பாகம் – 164 :	[264, 1173, 308, 1183]
booth-number: பாகம் – 168 :	[36, 880, 80, 890]
booth-row	[264, 264, 479, 283]
deputy-entry: துணை அமைப்பாளர்கள் : (1) பரிமளிகுமார், அம்பேத்கர் நகர், நீர்முள்ளிக்குட்டை, சேலம். (2) சேரஞ்சித், அம்பேத்கர் நகர், நீர்முள்ளிக்குட்டை, சேலம். (3) ஆ.அஜித்குமார், அம்பேத்கர் நகர், நீர்முள்ளிக்குட்டை, சேலம். (4) சி.சதீஷ்குமார், அம்பேத்கர் நகர், நீர்முள்ளிக்குட்டை, சேலம்.	[264, 804, 479, 852]
organizer-entry: அமைப்பாளர் : அ.சரத்குமார், நடுப்பட்டி, சந்திரபிள்ளை வலசை, சேலம்.	[36, 607, 251, 626]
booth-row	[36, 420, 251, 439]
panchayat-heading: துக்கியாம்பாளையம் ஊராட்சி	[284, 309, 460, 325]
footer-page-number: 10	[928, 1466, 942, 1480]
booth-row	[264, 681, 479, 691]
branch-title: அம்பேத்கர் நகர் கிளை	[319, 768, 424, 780]
branch-title: குறவன் சட்டை கிளை	[778, 76, 878, 87]
branch-title: புங்கமடுவு கிளை	[559, 456, 640, 468]
organizer-entry: அமைப்பாளர் : ந.சிவசக்தி, புதுக்குடியிருப்பு, மன்னாய்க்கன்பட்டி, சேலம்.	[492, 929, 707, 948]
booth-number: பாகம் – 142 :	[36, 462, 80, 471]
organizer-entry: அமைப்பாளர் : பசுகுந்தன், கிழக்கு வீதி, வன்னியர் தெரு, சிங்கிபுரம், வாழப்பாடி, சேலம்.	[720, 1100, 936, 1119]
branch-title: மேல் வீதி வன்னியர் தெரு கிளை	[752, 1164, 904, 1175]
booth-row	[264, 285, 479, 304]
organizer-entry: அமைப்பாளர் : கு.ரஞ்சித்குமார், தெற்குத் தெரு, சின்னம நாயக்கன்பாளையம், சேலம்.	[264, 137, 479, 156]
booth-heading: பாக அமைப்பாளர்கள் :	[559, 630, 640, 640]
deputy-entry: துணை அமைப்பாளர்கள் : (1) மா.ராவணன், மேற்குக்காடு, கோலாத்துக்கோம்பை, வாழப்பாடி, சேலம். (2) அ.செல்வதுரை, மேற்குக் காடு, கோலாத்துக்கோம்பை, வாழப்பாடி, சேலம். (3) கோ.முருகன், மேற்குக்காடு, கோலாத்துக்கோம்பை, வாழப்பாடி, சேலம். (4) கோ.சுகன்ராஜ், மேற்குக்காடு, கோலாத்துக்கோம்பை, வாழப்பாடி, சேலம்.	[36, 173, 251, 230]
branch-title: சந்திரபிள்ளை வலசை கிளை	[79, 506, 208, 517]
booth-number: பாகம் – 167 :	[36, 859, 80, 869]
booth-row	[492, 643, 707, 662]
booth-heading: பாக அமைப்பாளர்கள் :	[787, 512, 869, 522]
booth-row	[36, 860, 251, 879]
branch-title: ஆதிதிராவிடர் குடியிருப்பு கிளை	[753, 338, 903, 350]
branch-title: நடுப்பட்டி கிளை	[105, 593, 182, 605]
organizer-entry: அமைப்பாளர் : பபிரசாந்தகுமார், நாடார் தெரு, சிங்கிபுரம், வாழப்பாடி, சேலம்.	[720, 847, 936, 866]
